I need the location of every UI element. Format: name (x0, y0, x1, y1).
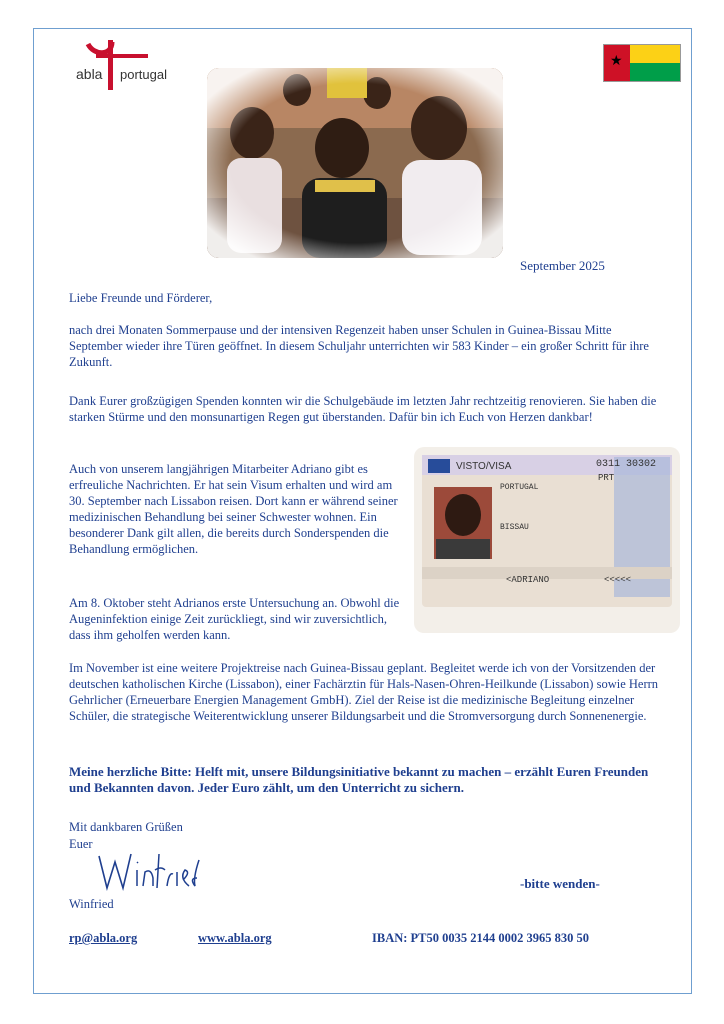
logo-name: abla (76, 66, 103, 82)
email-link[interactable]: rp@abla.org (69, 931, 138, 945)
handwritten-signature (95, 848, 205, 896)
visa-country-code: PRT (598, 473, 615, 483)
eu-flag-icon (428, 459, 450, 473)
greeting: Liebe Freunde und Förderer, (69, 291, 213, 305)
appeal: Meine herzliche Bitte: Helft mit, unsere Bildungsinitiative bekannt zu machen – erzählt Euren Freunden und Bekannten davon. Jeder Euro zählt, um den Unterricht zu sichern. (69, 764, 649, 795)
iban: IBAN: PT50 0035 2144 0002 3965 830 50 (372, 931, 590, 945)
visa-label: VISTO/VISA (456, 461, 512, 472)
logo-country: portugal (120, 67, 167, 82)
visa-photo (414, 447, 680, 633)
website-link[interactable]: www.abla.org (198, 931, 272, 945)
letter-date: September 2025 (520, 258, 605, 273)
turn-over-note: -bitte wenden- (520, 876, 600, 891)
paragraph-examination: Am 8. Oktober steht Adrianos erste Untersuchung an. Obwohl die Augeninfektion einige Zeit zurückliegt, sind wir zuversichtlich, dass ihm geholfen werden kann. (69, 596, 400, 642)
visa-city: BISSAU (500, 523, 529, 532)
children-classroom-photo (207, 68, 503, 258)
visa-name-line: <ADRIANO (506, 575, 550, 585)
guinea-bissau-flag (603, 44, 681, 82)
paragraph-project-trip: Im November ist eine weitere Projektreise nach Guinea-Bissau geplant. Begleitet werde ich von der Vorsitzenden der deutschen katholischen Kirche (Lissabon), einer Fachärztin für Hals-Nasen-Ohren-Heilkunde (Lissabon) sowie Herrn Gehrlicher (Erneuerbare Energien Management GmbH). Ziel der Reise ist die medizinische Begleitung einzelner Schüler, die strategische Weiterentwicklung unserer Bildungsarbeit und die Stromversorgung durch Sonnenenergie. (69, 661, 659, 723)
signature-name: Winfried (69, 897, 114, 911)
visa-number: 0311 30302 (596, 459, 657, 470)
closing: Mit dankbaren Grüßen (69, 820, 183, 834)
abla-logo (72, 38, 182, 98)
closing-euer: Euer (69, 837, 93, 851)
paragraph-school-reopening: nach drei Monaten Sommerpause und der intensiven Regenzeit haben unser Schulen in Guinea-Bissau Mitte September wieder ihre Türen geöffnet. In diesem Schuljahr unterrichten wir 583 Kinder – ein großer Schritt für ihre Zukunft. (69, 323, 649, 369)
visa-filler: <<<<< (604, 575, 632, 585)
visa-country: PORTUGAL (500, 483, 539, 492)
flag-yellow-band (630, 45, 680, 63)
paragraph-renovation: Dank Eurer großzügigen Spenden konnten wir die Schulgebäude im letzten Jahr rechtzeitig renovieren. Sie haben die starken Stürme und den monsunartigen Regen gut überstanden. Dafür bin ich Euch von Herzen dankbar! (69, 394, 657, 424)
flag-star-icon: ★ (610, 54, 623, 69)
flag-red-band (604, 45, 630, 81)
flag-green-band (630, 63, 680, 81)
paragraph-adriano-visa: Auch von unserem langjährigen Mitarbeiter Adriano gibt es erfreuliche Nachrichten. Er hat sein Visum erhalten und wird am 30. September nach Lissabon reisen. Dort kann er während seiner medizinischen Behandlung bei seiner Schwester wohnen. Ein besonderer Dank gilt allen, die bereits durch Sonderspenden die Behandlung ermöglichen. (69, 462, 398, 556)
